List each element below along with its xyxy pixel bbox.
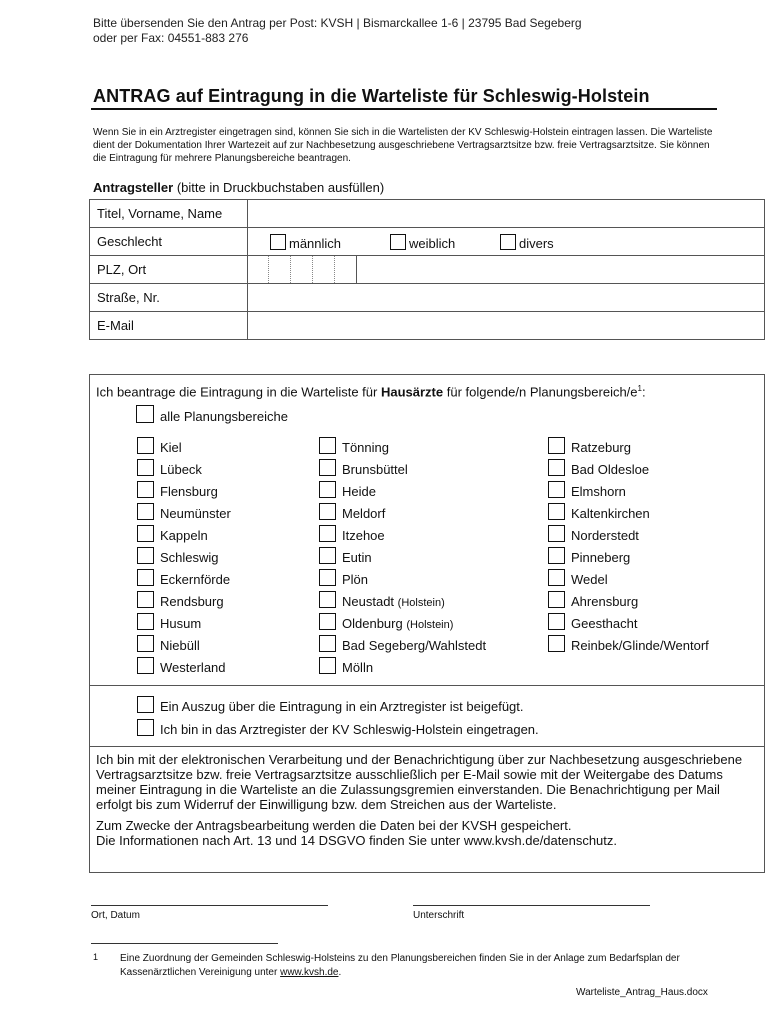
footnote-mark: 1: [637, 384, 642, 393]
option-registered-kvsh[interactable]: [137, 719, 539, 737]
checkbox-registered-kvsh[interactable]: [137, 719, 154, 736]
gender-diverse-label: divers: [519, 236, 554, 251]
area-option[interactable]: [548, 547, 630, 565]
request-bold: Hausärzte: [380, 384, 444, 400]
intro-text: Wenn Sie in ein Arztregister eingetragen sind, können Sie sich in die Wartelisten der KV Schleswig-Holstein eintragen lassen. Die Warteliste dient der Dokumentation Ihrer Wartezeit auf zur Nachbesetzung ausgeschriebene Vertragsarztsitze bzw. freie Vertragsarztsitze. Sie können die Eintragung für mehrere Planungsbereiche beantragen.: [93, 127, 713, 164]
area-option[interactable]: [548, 503, 650, 521]
request-prefix: Ich beantrage die Eintragung in die Warteliste für: [96, 384, 381, 400]
gender-option-diverse[interactable]: [500, 234, 554, 251]
register-extract-label: Ein Auszug über die Eintragung in ein Arztregister ist beigefügt.: [160, 699, 524, 714]
document-filename: Warteliste_Antrag_Haus.docx: [576, 987, 708, 998]
street-field[interactable]: [248, 284, 765, 312]
section-divider: [90, 746, 764, 747]
area-checkbox[interactable]: [137, 591, 154, 608]
area-option[interactable]: [137, 437, 182, 455]
area-label: Elmshorn: [571, 484, 626, 499]
option-register-extract[interactable]: [137, 696, 524, 714]
area-checkbox[interactable]: [319, 657, 336, 674]
gender-cell: [248, 228, 765, 256]
footnote-body: Eine Zuordnung der Gemeinden Schleswig-Holsteins zu den Planungsbereichen finden Sie in der Anlage zum Bedarfsplan der Kassenärztlichen Vereinigung unter: [120, 953, 680, 978]
area-checkbox[interactable]: [319, 613, 336, 630]
area-checkbox[interactable]: [319, 569, 336, 586]
applicant-table: [89, 199, 765, 340]
request-suffix: für folgende/n Planungsbereich/e: [443, 384, 638, 400]
place-date-line[interactable]: [91, 905, 328, 906]
area-checkbox[interactable]: [548, 547, 565, 564]
area-label-suffix: (Holstein): [397, 597, 445, 609]
area-label: Neustadt: [342, 594, 395, 609]
area-checkbox[interactable]: [319, 635, 336, 652]
area-checkbox[interactable]: [137, 525, 154, 542]
area-checkbox[interactable]: [319, 525, 336, 542]
applicant-heading-bold: Antragsteller: [93, 180, 174, 195]
zip-digit-4[interactable]: [335, 256, 357, 283]
checkbox-diverse[interactable]: [500, 234, 516, 250]
registered-kvsh-label: Ich bin in das Arztregister der KV Schleswig-Holstein eingetragen.: [160, 722, 539, 737]
area-checkbox[interactable]: [319, 547, 336, 564]
area-label: Eckernförde: [160, 572, 231, 587]
area-checkbox[interactable]: [137, 503, 154, 520]
area-option[interactable]: [319, 635, 486, 653]
area-label: Niebüll: [160, 638, 200, 653]
checkbox-male[interactable]: [270, 234, 286, 250]
area-checkbox[interactable]: [319, 437, 336, 454]
area-checkbox[interactable]: [137, 569, 154, 586]
area-checkbox[interactable]: [548, 635, 565, 652]
area-label: Pinneberg: [571, 550, 631, 565]
area-option[interactable]: [319, 503, 385, 521]
area-label: Geesthacht: [571, 616, 638, 631]
area-checkbox[interactable]: [137, 481, 154, 498]
area-label-suffix: (Holstein): [406, 619, 454, 631]
consent-text: [96, 752, 756, 848]
area-checkbox[interactable]: [137, 657, 154, 674]
area-label: Tönning: [342, 440, 389, 455]
request-statement: [96, 384, 646, 399]
gender-option-male[interactable]: [270, 234, 341, 251]
area-checkbox[interactable]: [548, 613, 565, 630]
gender-option-female[interactable]: [390, 234, 455, 251]
section-divider: [90, 685, 764, 686]
area-checkbox[interactable]: [319, 503, 336, 520]
area-option[interactable]: [319, 657, 373, 675]
area-option[interactable]: [137, 459, 202, 477]
area-label: Neumünster: [160, 506, 231, 521]
applicant-heading-rest: (bitte in Druckbuchstaben ausfüllen): [173, 180, 385, 195]
footnote-end: .: [338, 967, 342, 978]
area-label: Kappeln: [160, 528, 208, 543]
area-option[interactable]: [548, 525, 639, 543]
place-date-label: Ort, Datum: [91, 910, 140, 921]
area-checkbox[interactable]: [319, 459, 336, 476]
footnote-number: 1: [93, 952, 99, 962]
area-checkbox[interactable]: [548, 525, 565, 542]
area-label: Kiel: [160, 440, 182, 455]
zip-digit-1[interactable]: [269, 256, 291, 283]
area-label: Lübeck: [160, 462, 202, 477]
option-all-areas[interactable]: [136, 405, 288, 424]
area-label: Mölln: [342, 660, 374, 675]
applicant-heading: [93, 180, 384, 195]
area-option[interactable]: [137, 503, 231, 521]
area-label: Westerland: [160, 660, 226, 675]
area-checkbox[interactable]: [548, 437, 565, 454]
area-label: Husum: [160, 616, 202, 631]
area-option[interactable]: [319, 547, 372, 565]
planning-area-box: [89, 374, 765, 873]
area-label: Oldenburg: [342, 616, 403, 631]
zip-city-label: PLZ, Ort: [90, 256, 248, 284]
area-checkbox[interactable]: [137, 459, 154, 476]
zip-digit-3[interactable]: [313, 256, 335, 283]
area-label: Eutin: [342, 550, 372, 565]
area-option[interactable]: [548, 481, 626, 499]
area-option[interactable]: [548, 437, 631, 455]
area-option[interactable]: [548, 613, 638, 631]
area-option[interactable]: [319, 481, 376, 499]
street-label: Straße, Nr.: [90, 284, 248, 312]
area-label: Heide: [342, 484, 376, 499]
area-option[interactable]: [319, 525, 385, 543]
area-checkbox[interactable]: [137, 613, 154, 630]
area-option[interactable]: [548, 459, 649, 477]
area-option[interactable]: [137, 591, 224, 609]
area-label: Rendsburg: [160, 594, 224, 609]
privacy-info-line: Die Informationen nach Art. 13 und 14 DSGVO finden Sie unter www.kvsh.de/datenschutz.: [96, 833, 618, 848]
title-underline: [91, 108, 717, 110]
area-label: Plön: [342, 572, 369, 587]
area-label: Bad Oldesloe: [571, 462, 650, 477]
area-checkbox[interactable]: [548, 503, 565, 520]
name-label: Titel, Vorname, Name: [90, 200, 248, 228]
area-option[interactable]: [137, 547, 219, 565]
area-label: Bad Segeberg/Wahlstedt: [342, 638, 487, 653]
area-option[interactable]: [548, 591, 638, 609]
area-label: Itzehoe: [342, 528, 385, 543]
area-option[interactable]: [137, 481, 218, 499]
area-label: Meldorf: [342, 506, 386, 521]
area-label: Ratzeburg: [571, 440, 631, 455]
area-option[interactable]: [548, 635, 709, 653]
gender-female-label: weiblich: [409, 236, 456, 251]
all-areas-label: alle Planungsbereiche: [160, 409, 288, 424]
zip-city-field[interactable]: [248, 256, 765, 284]
area-option[interactable]: [137, 613, 201, 631]
data-storage-line: Zum Zwecke der Antragsbearbeitung werden die Daten bei der KVSH gespeichert.: [96, 818, 572, 833]
footnote-text: [120, 952, 740, 980]
request-colon: :: [641, 384, 646, 400]
area-checkbox[interactable]: [548, 459, 565, 476]
area-checkbox[interactable]: [137, 547, 154, 564]
area-option[interactable]: [137, 569, 230, 587]
footnote-rule: [91, 943, 278, 944]
kvsh-link[interactable]: www.kvsh.de: [280, 967, 339, 978]
checkbox-register-extract[interactable]: [137, 696, 154, 713]
signature-label: Unterschrift: [413, 910, 465, 921]
area-option[interactable]: [137, 525, 208, 543]
postal-instructions: [93, 16, 582, 46]
gender-label: Geschlecht: [90, 228, 248, 256]
area-option[interactable]: [319, 591, 445, 609]
checkbox-female[interactable]: [390, 234, 406, 250]
zip-boxes: [248, 256, 764, 283]
signature-line[interactable]: [413, 905, 650, 906]
fax-line: oder per Fax: 04551-883 276: [93, 31, 249, 45]
area-checkbox[interactable]: [548, 569, 565, 586]
area-label: Reinbek/Glinde/Wentorf: [571, 638, 709, 653]
area-label: Norderstedt: [571, 528, 639, 543]
email-label: E-Mail: [90, 312, 248, 340]
area-label: Schleswig: [160, 550, 219, 565]
area-checkbox[interactable]: [548, 481, 565, 498]
area-label: Flensburg: [160, 484, 218, 499]
area-checkbox[interactable]: [548, 591, 565, 608]
area-option[interactable]: [137, 657, 226, 675]
consent-paragraph: Ich bin mit der elektronischen Verarbeitung und der Benachrichtigung über zur Nachbesetzung ausgeschriebene Vertragsarztsitze bzw. freie Vertragsarztsitze ausschließlich per E-Mail sowie mit der Weitergabe des Datums meiner Eintragung in die Warteliste an die Zulassungsgremien einverstanden. Die Benachrichtigung per Mail erfolgt bis zum Widerruf der Einwilligung bzw. dem Streichen aus der Warteliste.: [96, 752, 743, 812]
zip-digit-2[interactable]: [291, 256, 313, 283]
form-title: ANTRAG auf Eintragung in die Warteliste für Schleswig-Holstein: [93, 86, 650, 106]
area-checkbox[interactable]: [137, 437, 154, 454]
area-checkbox[interactable]: [319, 481, 336, 498]
name-field[interactable]: [248, 200, 765, 228]
area-label: Ahrensburg: [571, 594, 639, 609]
area-option[interactable]: [319, 613, 453, 631]
area-label: Kaltenkirchen: [571, 506, 650, 521]
checkbox-all-areas[interactable]: [136, 405, 154, 423]
area-label: Brunsbüttel: [342, 462, 408, 477]
area-label: Wedel: [571, 572, 608, 587]
postal-address-line: Bitte übersenden Sie den Antrag per Post: KVSH | Bismarckallee 1-6 | 23795 Bad Segeberg: [93, 16, 582, 30]
zip-spacer: [248, 256, 269, 283]
area-option[interactable]: [319, 437, 389, 455]
area-option[interactable]: [319, 459, 408, 477]
email-field[interactable]: [248, 312, 765, 340]
area-option[interactable]: [137, 635, 200, 653]
gender-male-label: männlich: [289, 236, 342, 251]
area-checkbox[interactable]: [319, 591, 336, 608]
area-option[interactable]: [319, 569, 368, 587]
area-option[interactable]: [548, 569, 608, 587]
area-checkbox[interactable]: [137, 635, 154, 652]
